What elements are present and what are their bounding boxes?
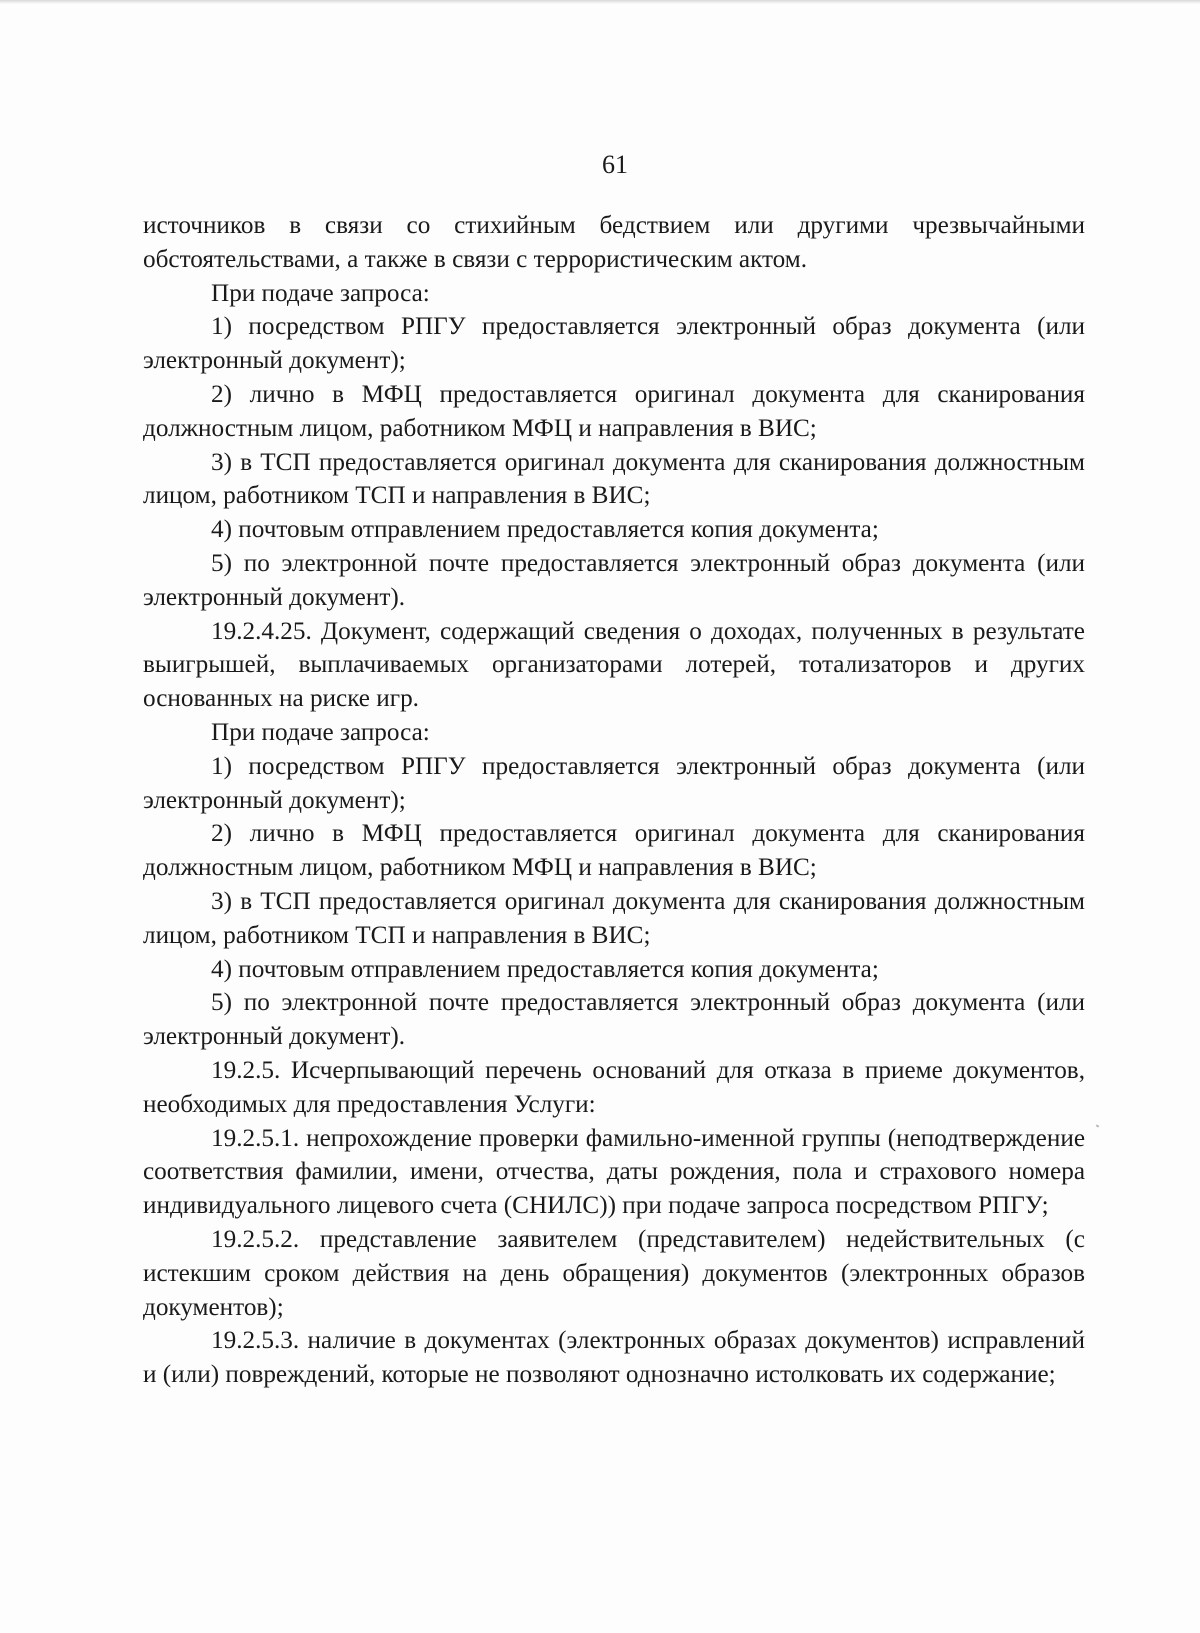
list-item: 4) почтовым отправлением предоставляется копия документа; (211, 516, 879, 544)
page-number: 61 (602, 150, 628, 179)
clause-paragraph: 19.2.5. Исчерпывающий перечень оснований для отказа в приеме документов, необходимых для предоставления Услуги: (143, 1056, 1085, 1118)
list-item: 5) по электронной почте предоставляется электронный образ документа (или электронный документ). (143, 549, 1085, 611)
list-item: 1) посредством РПГУ предоставляется электронный образ документа (или электронный документ); (143, 752, 1085, 814)
paragraph: источников в связи со стихийным бедствием или другими чрезвычайными обстоятельствами, а также в связи с террористическим актом. (143, 212, 1085, 273)
paragraph: При подаче запроса: (211, 718, 430, 746)
clause-paragraph: 19.2.5.1. непрохождение проверки фамильно-именной группы (неподтверждение соответствия фамилии, имени, отчества, даты рождения, пола и страхового номера индивидуального лицевого счета (СНИЛС)) при подаче запроса посредством РПГУ; (143, 1124, 1085, 1220)
list-item: 3) в ТСП предоставляется оригинал документа для сканирования должностным лицом, работником ТСП и направления в ВИС; (143, 448, 1085, 510)
list-item: 4) почтовым отправлением предоставляется копия документа; (211, 955, 879, 983)
scan-edge (0, 0, 1200, 4)
clause-paragraph: 19.2.4.25. Документ, содержащий сведения о доходах, полученных в результате выигрышей, выплачиваемых организаторами лотерей, тотализаторов и других основанных на риске игр. (143, 617, 1085, 713)
list-item: 2) лично в МФЦ предоставляется оригинал документа для сканирования должностным лицом, работником МФЦ и направления в ВИС; (143, 380, 1085, 442)
clause-paragraph: 19.2.5.3. наличие в документах (электронных образах документов) исправлений и (или) повреждений, которые не позволяют однозначно истолковать их содержание; (143, 1327, 1085, 1389)
scan-artifact (1096, 1124, 1100, 1127)
list-item: 2) лично в МФЦ предоставляется оригинал документа для сканирования должностным лицом, работником МФЦ и направления в ВИС; (143, 820, 1085, 882)
list-item: 3) в ТСП предоставляется оригинал документа для сканирования должностным лицом, работником ТСП и направления в ВИС; (143, 887, 1085, 949)
list-item: 5) по электронной почте предоставляется электронный образ документа (или электронный документ). (143, 989, 1085, 1051)
document-body (143, 209, 1085, 1392)
clause-paragraph: 19.2.5.2. представление заявителем (представителем) недействительных (с истекшим сроком действия на день обращения) документов (электронных образов документов); (143, 1225, 1085, 1321)
paragraph: При подаче запроса: (211, 279, 430, 307)
list-item: 1) посредством РПГУ предоставляется электронный образ документа (или электронный документ); (143, 313, 1085, 375)
